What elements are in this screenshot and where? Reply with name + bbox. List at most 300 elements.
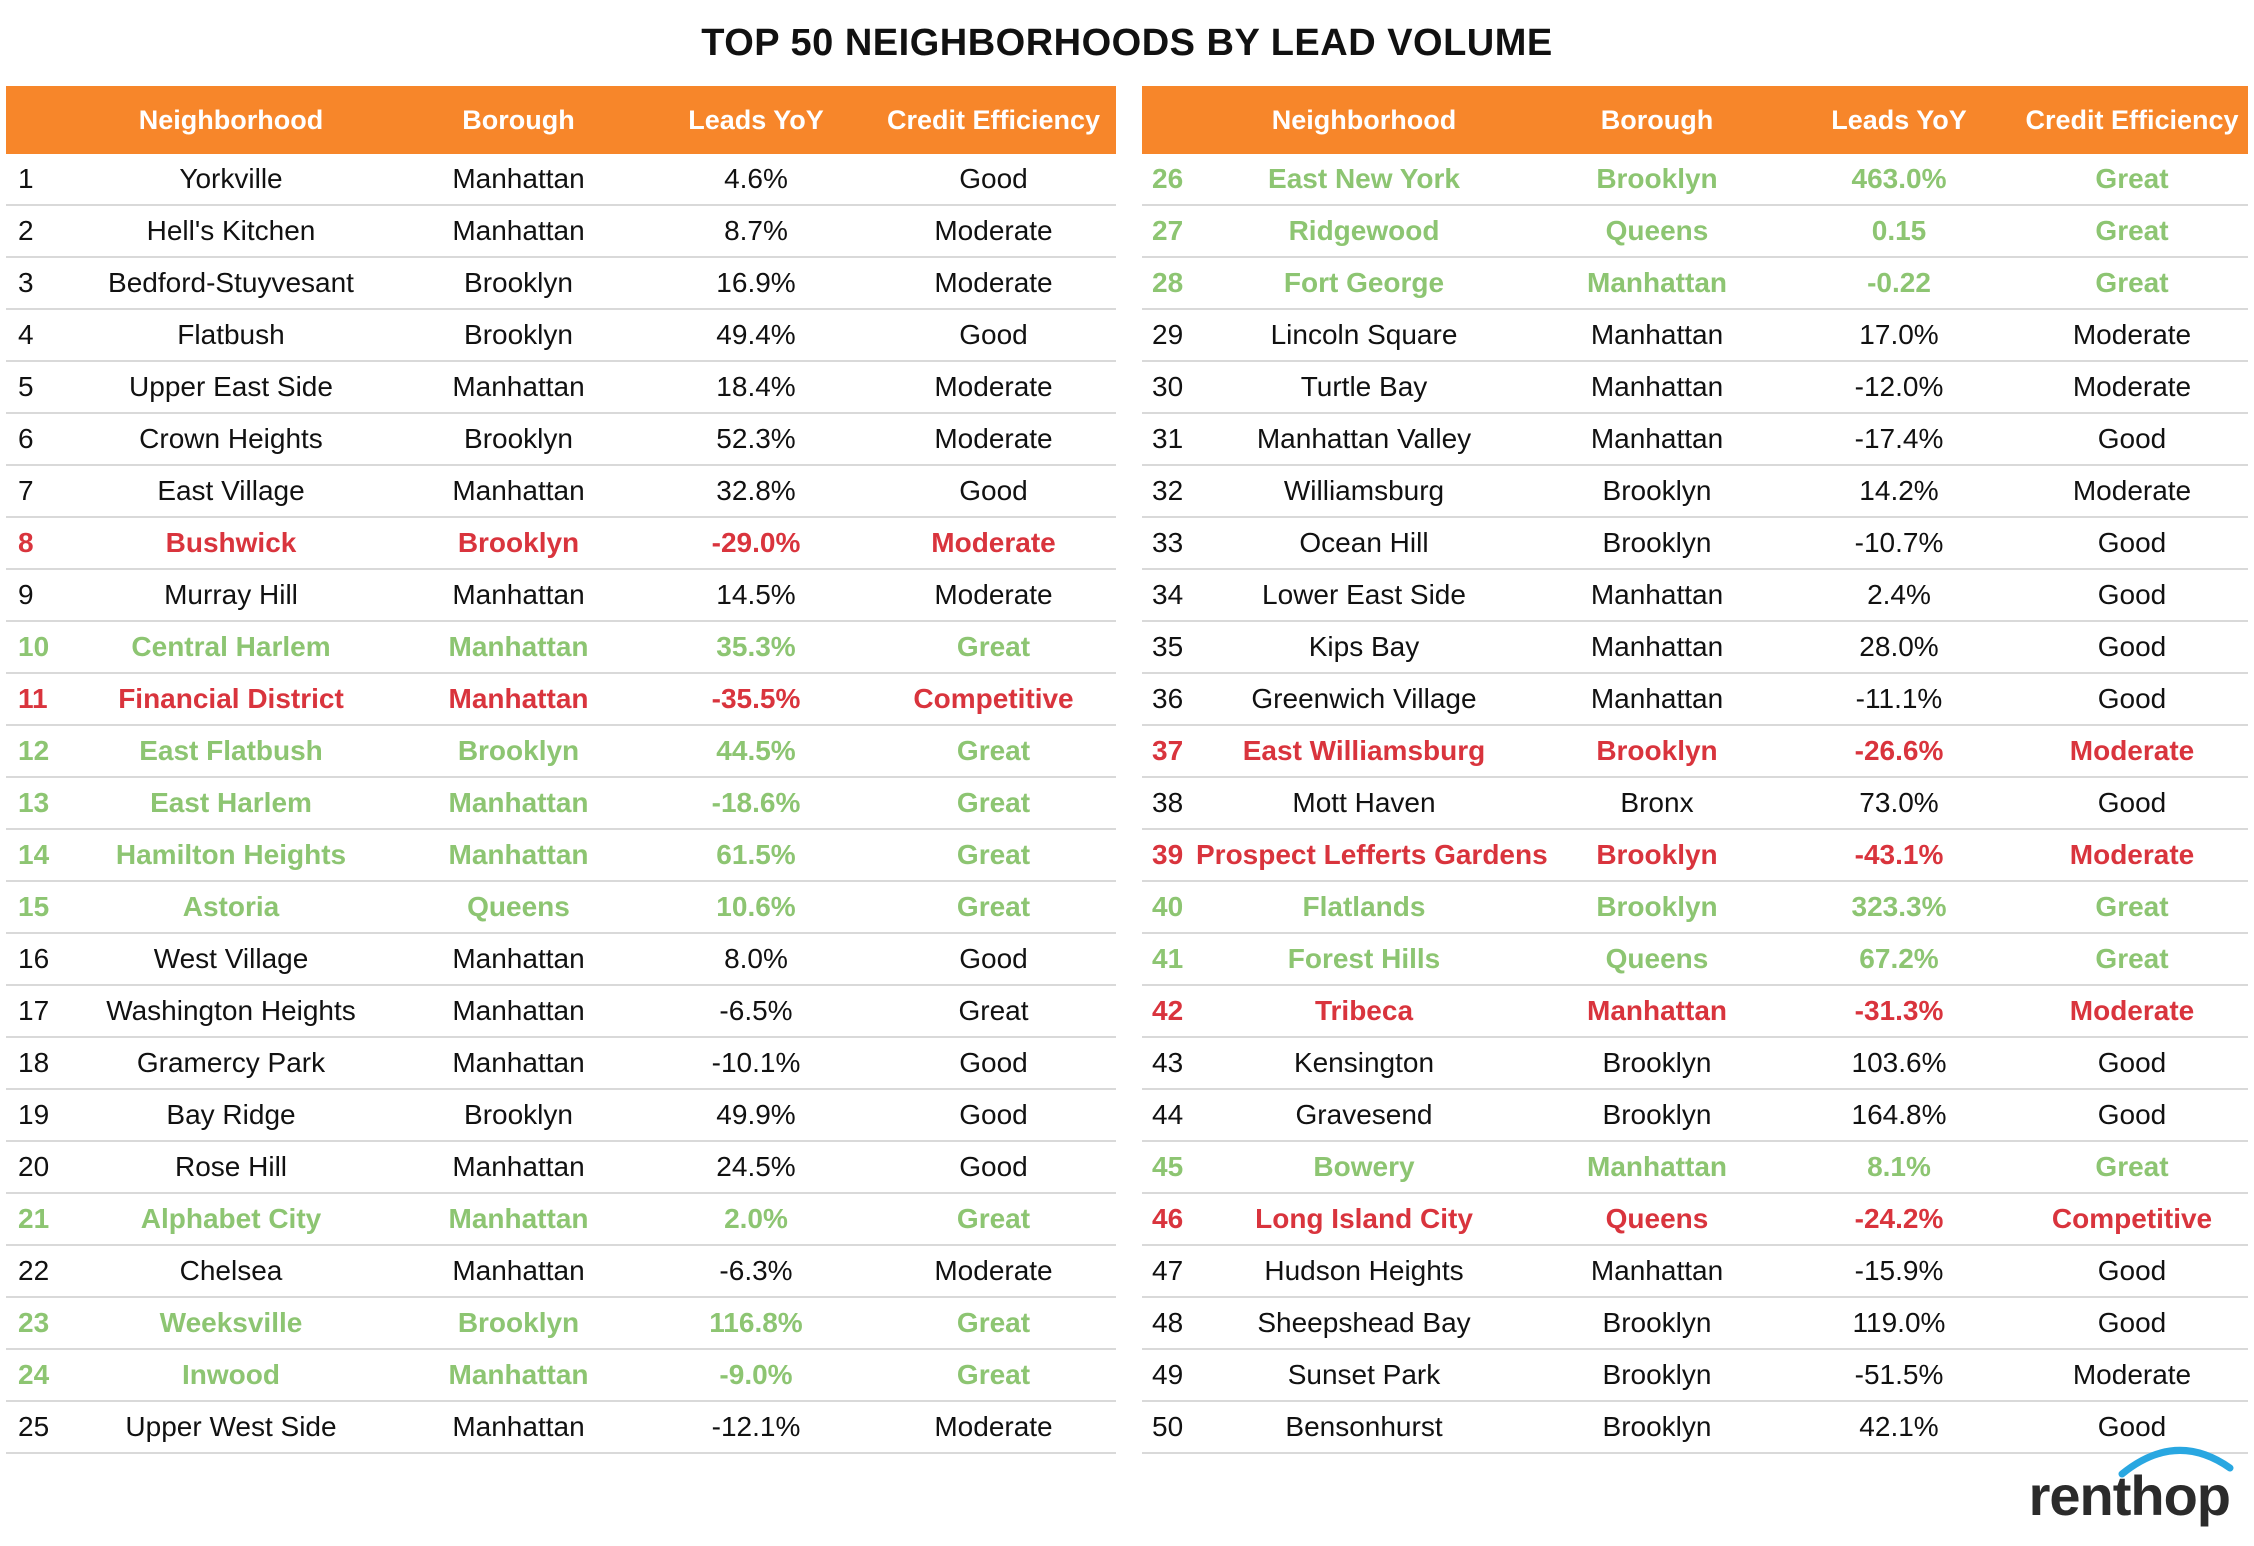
borough-cell: Manhattan [448, 631, 589, 662]
borough-cell: Manhattan [1590, 423, 1724, 454]
leads-cell: -10.1% [711, 1047, 801, 1078]
rank-cell: 19 [18, 1099, 50, 1130]
leads-cell: -6.5% [719, 995, 793, 1026]
leads-cell: 49.4% [716, 319, 796, 350]
table-row [1142, 882, 2248, 934]
borough-cell: Manhattan [452, 1411, 585, 1442]
credit-cell: Good [2097, 631, 2167, 662]
table-row [1142, 414, 2248, 466]
credit-cell: Good [959, 475, 1028, 506]
rank-cell: 5 [18, 371, 34, 402]
neighborhood-cell: Inwood [182, 1359, 280, 1390]
rank-cell: 11 [18, 683, 48, 714]
borough-cell: Manhattan [1590, 683, 1724, 714]
leads-cell: 10.6% [716, 891, 796, 922]
table-row [1142, 1350, 2248, 1402]
leads-cell: 8.1% [1867, 1151, 1931, 1182]
rank-cell: 7 [18, 475, 34, 506]
rank-cell: 28 [1152, 267, 1184, 298]
rank-cell: 4 [18, 319, 34, 350]
leads-cell: 8.0% [724, 943, 788, 974]
leads-cell: -17.4% [1854, 423, 1944, 454]
table-row [1142, 518, 2248, 570]
credit-cell: Good [959, 1151, 1028, 1182]
credit-cell: Moderate [934, 215, 1053, 246]
neighborhood-cell: Alphabet City [140, 1203, 322, 1234]
neighborhood-cell: Chelsea [179, 1255, 283, 1286]
borough-cell: Brooklyn [1602, 527, 1712, 558]
neighborhood-cell: Long Island City [1255, 1203, 1473, 1234]
table-row [1142, 622, 2248, 674]
rank-cell: 22 [18, 1255, 50, 1286]
borough-cell: Brooklyn [457, 735, 580, 766]
header-leads: Leads YoY [688, 104, 824, 135]
rank-cell: 14 [18, 839, 50, 870]
neighborhood-cell: Washington Heights [106, 995, 356, 1026]
borough-cell: Manhattan [452, 215, 585, 246]
credit-cell: Great [956, 787, 1031, 818]
table-row [6, 466, 1116, 518]
borough-cell: Manhattan [452, 579, 585, 610]
rank-cell: 41 [1152, 943, 1184, 974]
table-row [1142, 934, 2248, 986]
rank-cell: 38 [1152, 787, 1184, 818]
neighborhood-cell: Tribeca [1314, 995, 1414, 1026]
leads-cell: -0.22 [1867, 267, 1931, 298]
credit-cell: Great [2095, 215, 2169, 246]
leads-cell: -26.6% [1854, 735, 1944, 766]
rank-cell: 35 [1152, 631, 1184, 662]
credit-cell: Great [2095, 891, 2169, 922]
leads-cell: 35.3% [716, 631, 796, 662]
table-row [1142, 986, 2248, 1038]
table-row [1142, 830, 2248, 882]
table-row [1142, 1402, 2248, 1454]
neighborhood-cell: Flatbush [177, 319, 285, 350]
neighborhood-cell: Bedford-Stuyvesant [108, 267, 354, 298]
neighborhood-cell: Prospect Lefferts Gardens [1196, 839, 1548, 870]
borough-cell: Manhattan [1590, 371, 1724, 402]
leads-cell: 18.4% [716, 371, 796, 402]
rank-cell: 27 [1152, 215, 1184, 246]
leads-cell: -43.1% [1854, 839, 1944, 870]
credit-cell: Great [956, 1203, 1031, 1234]
borough-cell: Brooklyn [1596, 839, 1718, 870]
table-row [6, 258, 1116, 310]
credit-cell: Great [956, 631, 1031, 662]
leads-cell: 2.4% [1867, 579, 1931, 610]
rank-cell: 42 [1152, 995, 1184, 1026]
table-row [1142, 778, 2248, 830]
neighborhood-cell: Mott Haven [1292, 787, 1436, 818]
neighborhood-cell: Upper East Side [129, 371, 333, 402]
rank-cell: 48 [1152, 1307, 1184, 1338]
neighborhood-cell: Bay Ridge [166, 1099, 296, 1130]
leads-cell: 52.3% [716, 423, 796, 454]
rank-cell: 12 [18, 735, 50, 766]
neighborhood-cell: Bensonhurst [1285, 1411, 1443, 1442]
table-row [1142, 206, 2248, 258]
credit-cell: Good [959, 163, 1028, 194]
table-row [6, 310, 1116, 362]
borough-cell: Bronx [1620, 787, 1694, 818]
neighborhood-cell: Flatlands [1302, 891, 1426, 922]
borough-cell: Brooklyn [457, 1307, 580, 1338]
rank-cell: 6 [18, 423, 34, 454]
rank-cell: 15 [18, 891, 50, 922]
neighborhood-cell: Hudson Heights [1264, 1255, 1464, 1286]
leads-cell: 49.9% [716, 1099, 796, 1130]
leads-cell: -12.0% [1854, 371, 1944, 402]
rank-cell: 30 [1152, 371, 1184, 402]
credit-cell: Great [956, 735, 1031, 766]
table-row [6, 1090, 1116, 1142]
credit-cell: Moderate [2072, 319, 2192, 350]
neighborhood-cell: Bushwick [165, 527, 297, 558]
header-credit: Credit Efficiency [886, 104, 1101, 135]
table-row [6, 1246, 1116, 1298]
table-row [6, 674, 1116, 726]
neighborhood-cell: Yorkville [179, 163, 283, 194]
leads-cell: 67.2% [1859, 943, 1939, 974]
rank-cell: 20 [18, 1151, 50, 1182]
rank-cell: 2 [18, 215, 34, 246]
table-row [1142, 570, 2248, 622]
leads-cell: 28.0% [1859, 631, 1939, 662]
borough-cell: Brooklyn [464, 319, 573, 350]
leads-cell: 32.8% [716, 475, 796, 506]
table-row [1142, 362, 2248, 414]
leads-cell: -15.9% [1854, 1255, 1944, 1286]
table-row [6, 206, 1116, 258]
credit-cell: Great [956, 1359, 1031, 1390]
table-body-left [6, 154, 1116, 1454]
borough-cell: Manhattan [448, 839, 589, 870]
leads-cell: 0.15 [1871, 215, 1927, 246]
borough-cell: Manhattan [452, 475, 585, 506]
header-neighborhood: Neighborhood [138, 104, 324, 135]
table-row [6, 414, 1116, 466]
rank-cell: 33 [1152, 527, 1184, 558]
borough-cell: Queens [1605, 215, 1709, 246]
rank-cell: 43 [1152, 1047, 1184, 1078]
header-neighborhood: Neighborhood [1271, 104, 1457, 135]
credit-cell: Competitive [2051, 1203, 2213, 1234]
credit-cell: Moderate [934, 1411, 1053, 1442]
borough-cell: Manhattan [1587, 995, 1727, 1026]
leads-cell: -11.1% [1855, 683, 1943, 714]
leads-cell: -9.0% [719, 1359, 793, 1390]
rank-cell: 18 [18, 1047, 50, 1078]
credit-cell: Good [2097, 787, 2167, 818]
table-row [1142, 1194, 2248, 1246]
leads-cell: 119.0% [1852, 1307, 1946, 1338]
borough-cell: Brooklyn [1602, 1099, 1712, 1130]
credit-cell: Moderate [934, 579, 1053, 610]
neighborhood-cell: Hell's Kitchen [146, 215, 316, 246]
borough-cell: Brooklyn [1602, 1047, 1712, 1078]
neighborhood-cell: East Williamsburg [1242, 735, 1486, 766]
credit-cell: Good [2097, 1307, 2167, 1338]
credit-cell: Competitive [913, 683, 1074, 714]
table-row [1142, 310, 2248, 362]
neighborhood-cell: Ocean Hill [1299, 527, 1429, 558]
credit-cell: Great [956, 839, 1031, 870]
table-row [1142, 726, 2248, 778]
table-row [6, 882, 1116, 934]
borough-cell: Manhattan [448, 1359, 589, 1390]
rank-cell: 1 [18, 163, 34, 194]
neighborhood-cell: East Harlem [150, 787, 312, 818]
leads-cell: 103.6% [1851, 1047, 1947, 1078]
table-row [6, 1402, 1116, 1454]
credit-cell: Good [2097, 1255, 2167, 1286]
rank-cell: 34 [1152, 579, 1184, 610]
borough-cell: Brooklyn [1602, 475, 1712, 506]
credit-cell: Good [959, 1099, 1028, 1130]
borough-cell: Brooklyn [1602, 1411, 1712, 1442]
credit-cell: Great [2095, 1151, 2169, 1182]
table-row [6, 986, 1116, 1038]
neighborhood-cell: Gravesend [1295, 1099, 1433, 1130]
rank-cell: 50 [1152, 1411, 1184, 1442]
borough-cell: Manhattan [452, 1255, 585, 1286]
borough-cell: Brooklyn [1602, 1359, 1712, 1390]
table-row [6, 1194, 1116, 1246]
borough-cell: Manhattan [1587, 267, 1727, 298]
credit-cell: Great [2095, 943, 2169, 974]
leads-cell: 463.0% [1851, 163, 1947, 194]
rank-cell: 31 [1152, 423, 1184, 454]
credit-cell: Great [2095, 267, 2169, 298]
borough-cell: Manhattan [452, 163, 585, 194]
rank-cell: 10 [18, 631, 50, 662]
neighborhood-cell: Lincoln Square [1270, 319, 1458, 350]
credit-cell: Moderate [934, 267, 1053, 298]
table-row [6, 518, 1116, 570]
table-row [1142, 258, 2248, 310]
leads-cell: 61.5% [716, 839, 796, 870]
neighborhood-cell: Astoria [182, 891, 280, 922]
credit-cell: Moderate [2069, 735, 2195, 766]
credit-cell: Good [2097, 1411, 2167, 1442]
borough-cell: Brooklyn [1596, 891, 1718, 922]
borough-cell: Brooklyn [1596, 163, 1718, 194]
borough-cell: Brooklyn [1596, 735, 1718, 766]
neighborhood-cell: Central Harlem [131, 631, 331, 662]
table-row [6, 154, 1116, 206]
table-header-left [6, 86, 1116, 154]
rank-cell: 24 [18, 1359, 50, 1390]
rank-cell: 49 [1152, 1359, 1184, 1390]
table-row [6, 1350, 1116, 1402]
credit-cell: Moderate [2072, 475, 2192, 506]
rank-cell: 16 [18, 943, 50, 974]
table-row [6, 934, 1116, 986]
neighborhood-cell: Forest Hills [1287, 943, 1441, 974]
leads-cell: 42.1% [1859, 1411, 1939, 1442]
credit-cell: Moderate [2072, 1359, 2192, 1390]
leads-cell: 14.5% [716, 579, 796, 610]
neighborhood-cell: Manhattan Valley [1256, 423, 1472, 454]
table-row [6, 362, 1116, 414]
borough-cell: Brooklyn [464, 423, 573, 454]
table-row [6, 1298, 1116, 1350]
header-borough: Borough [462, 104, 575, 135]
header-credit: Credit Efficiency [2025, 104, 2239, 135]
credit-cell: Moderate [931, 527, 1056, 558]
neighborhood-cell: Fort George [1283, 267, 1445, 298]
borough-cell: Brooklyn [1602, 1307, 1712, 1338]
borough-cell: Manhattan [452, 371, 585, 402]
rank-cell: 8 [18, 527, 34, 558]
credit-cell: Good [959, 319, 1028, 350]
credit-cell: Good [2097, 683, 2167, 714]
borough-cell: Manhattan [448, 683, 589, 714]
leads-cell: -18.6% [711, 787, 801, 818]
neighborhood-cell: Gramercy Park [136, 1047, 326, 1078]
borough-cell: Manhattan [1590, 579, 1724, 610]
borough-cell: Manhattan [452, 943, 585, 974]
neighborhood-cell: Crown Heights [139, 423, 323, 454]
rank-cell: 21 [18, 1203, 50, 1234]
neighborhood-cell: Williamsburg [1283, 475, 1445, 506]
table-left [6, 86, 1116, 1454]
table-header-right [1142, 86, 2248, 154]
borough-cell: Manhattan [1590, 631, 1724, 662]
table-row [6, 778, 1116, 830]
leads-cell: 2.0% [724, 1203, 788, 1234]
credit-cell: Good [2097, 579, 2167, 610]
borough-cell: Manhattan [452, 995, 585, 1026]
leads-cell: 323.3% [1851, 891, 1947, 922]
leads-cell: 16.9% [716, 267, 796, 298]
rank-cell: 13 [18, 787, 50, 818]
borough-cell: Manhattan [452, 1047, 585, 1078]
borough-cell: Manhattan [452, 1151, 585, 1182]
table-row [1142, 1038, 2248, 1090]
neighborhood-cell: West Village [153, 943, 309, 974]
borough-cell: Brooklyn [457, 527, 580, 558]
credit-cell: Moderate [934, 371, 1053, 402]
rank-cell: 9 [18, 579, 34, 610]
rank-cell: 29 [1152, 319, 1184, 350]
header-leads: Leads YoY [1831, 104, 1967, 135]
neighborhood-cell: Turtle Bay [1300, 371, 1428, 402]
borough-cell: Queens [1605, 943, 1709, 974]
credit-cell: Good [959, 1047, 1028, 1078]
borough-cell: Manhattan [448, 1203, 589, 1234]
leads-cell: 24.5% [716, 1151, 796, 1182]
table-row [6, 1142, 1116, 1194]
table-row [6, 1038, 1116, 1090]
table-row [1142, 1246, 2248, 1298]
table-row [6, 622, 1116, 674]
table-row [1142, 1142, 2248, 1194]
credit-cell: Moderate [934, 423, 1053, 454]
credit-cell: Moderate [2069, 995, 2195, 1026]
borough-cell: Manhattan [1587, 1151, 1727, 1182]
leads-cell: 73.0% [1859, 787, 1939, 818]
borough-cell: Queens [1605, 1203, 1709, 1234]
leads-cell: -6.3% [719, 1255, 793, 1286]
rank-cell: 37 [1152, 735, 1184, 766]
leads-cell: 8.7% [724, 215, 788, 246]
neighborhood-cell: Ridgewood [1288, 215, 1440, 246]
leads-cell: -29.0% [711, 527, 801, 558]
credit-cell: Moderate [2072, 371, 2192, 402]
neighborhood-cell: Kips Bay [1308, 631, 1420, 662]
rank-cell: 32 [1152, 475, 1184, 506]
neighborhood-cell: Bowery [1313, 1151, 1415, 1182]
credit-cell: Great [956, 1307, 1031, 1338]
rank-cell: 36 [1152, 683, 1184, 714]
header-borough: Borough [1600, 104, 1714, 135]
credit-cell: Good [2097, 423, 2167, 454]
rank-cell: 23 [18, 1307, 50, 1338]
table-row [6, 570, 1116, 622]
rank-cell: 39 [1152, 839, 1184, 870]
leads-cell: 164.8% [1851, 1099, 1947, 1130]
credit-cell: Good [2097, 527, 2167, 558]
table-row [6, 830, 1116, 882]
credit-cell: Moderate [934, 1255, 1053, 1286]
table-row [1142, 466, 2248, 518]
rank-cell: 44 [1152, 1099, 1184, 1130]
rank-cell: 26 [1152, 163, 1184, 194]
page-title: TOP 50 NEIGHBORHOODS BY LEAD VOLUME [701, 22, 1553, 64]
leads-cell: -51.5% [1854, 1359, 1944, 1390]
borough-cell: Manhattan [1590, 319, 1724, 350]
borough-cell: Brooklyn [464, 267, 573, 298]
leads-cell: 116.8% [709, 1307, 803, 1338]
rank-cell: 46 [1152, 1203, 1184, 1234]
credit-cell: Good [959, 943, 1028, 974]
table-row [6, 726, 1116, 778]
leads-cell: -24.2% [1854, 1203, 1944, 1234]
leads-cell: 17.0% [1859, 319, 1939, 350]
borough-cell: Manhattan [448, 787, 589, 818]
rank-cell: 17 [18, 995, 50, 1026]
rank-cell: 3 [18, 267, 34, 298]
neighborhood-cell: Hamilton Heights [115, 839, 347, 870]
table-row [1142, 674, 2248, 726]
table-row [1142, 1298, 2248, 1350]
credit-cell: Great [956, 891, 1031, 922]
neighborhood-cell: East Flatbush [139, 735, 323, 766]
neighborhood-cell: Sheepshead Bay [1257, 1307, 1471, 1338]
table-body-right [1142, 154, 2248, 1454]
table-right [1142, 86, 2248, 1454]
table-row [1142, 154, 2248, 206]
table-row [1142, 1090, 2248, 1142]
borough-cell: Queens [467, 891, 570, 922]
rank-cell: 25 [18, 1411, 50, 1442]
neighborhood-cell: Sunset Park [1287, 1359, 1441, 1390]
credit-cell: Good [2097, 1047, 2167, 1078]
leads-cell: 44.5% [716, 735, 796, 766]
neighborhood-cell: Greenwich Village [1251, 683, 1477, 714]
credit-cell: Great [958, 995, 1029, 1026]
neighborhood-cell: Weeksville [159, 1307, 303, 1338]
borough-cell: Manhattan [1590, 1255, 1724, 1286]
neighborhood-cell: Financial District [118, 683, 344, 714]
neighborhood-cell: Rose Hill [174, 1151, 288, 1182]
credit-cell: Moderate [2069, 839, 2195, 870]
borough-cell: Brooklyn [464, 1099, 573, 1130]
neighborhood-cell: Kensington [1293, 1047, 1435, 1078]
leads-cell: -12.1% [711, 1411, 801, 1442]
